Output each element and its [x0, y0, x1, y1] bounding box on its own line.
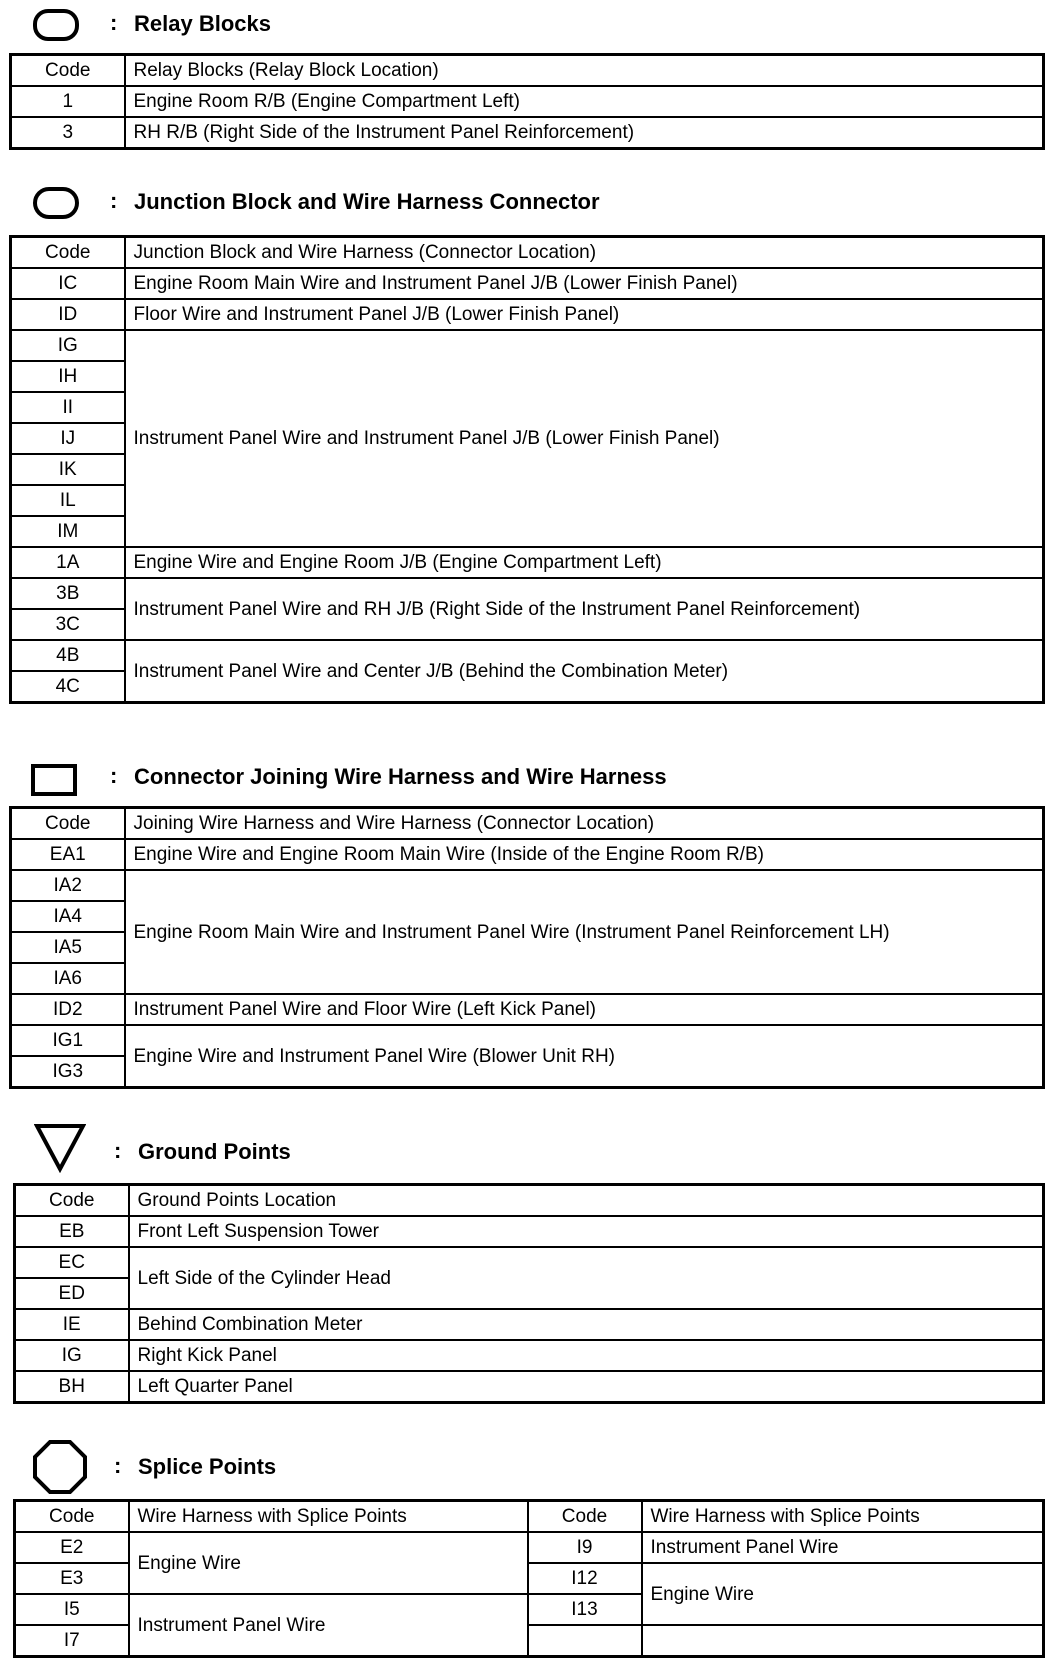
code-cell: IJ [11, 423, 125, 454]
table-row [11, 547, 1044, 578]
relay-blocks-table [9, 53, 1045, 150]
connector-joining-table [9, 806, 1045, 1089]
desc-cell: RH R/B (Right Side of the Instrument Panel Reinforcement) [125, 117, 1044, 149]
code-cell: I5 [15, 1594, 129, 1625]
table-header-row [15, 1185, 1044, 1217]
code-cell: I7 [15, 1625, 129, 1657]
code-cell: IE [15, 1309, 129, 1340]
table-row [11, 86, 1044, 117]
desc-header: Joining Wire Harness and Wire Harness (Connector Location) [125, 808, 1044, 840]
code-header: Code [11, 237, 125, 269]
desc-cell: Behind Combination Meter [129, 1309, 1044, 1340]
code-cell: 1A [11, 547, 125, 578]
desc-header: Ground Points Location [129, 1185, 1044, 1217]
desc-cell: Left Quarter Panel [129, 1371, 1044, 1403]
junction-block-heading [30, 182, 930, 228]
code-cell: 4B [11, 640, 125, 671]
desc-cell: Engine Room Main Wire and Instrument Panel Wire (Instrument Panel Reinforcement LH) [125, 870, 1044, 994]
code-cell: IG [15, 1340, 129, 1371]
code-cell: ED [15, 1278, 129, 1309]
table-header-row [11, 237, 1044, 269]
heading-colon: : [114, 1453, 122, 1478]
code-cell: IC [11, 268, 125, 299]
table-header-row [15, 1501, 1044, 1533]
heading-colon: : [114, 1138, 122, 1163]
table-row [11, 1025, 1044, 1056]
code-cell: 3C [11, 609, 125, 640]
code-cell: ID2 [11, 994, 125, 1025]
code-cell: IG3 [11, 1056, 125, 1088]
code-cell: I12 [528, 1563, 642, 1594]
code-cell: 3B [11, 578, 125, 609]
relay-blocks-heading [30, 4, 730, 50]
desc-cell: Instrument Panel Wire [642, 1532, 1044, 1563]
heading-colon: : [110, 188, 118, 213]
connector-joining-heading [30, 757, 930, 803]
code-cell [528, 1625, 642, 1657]
code-header: Code [528, 1501, 642, 1533]
code-cell: E2 [15, 1532, 129, 1563]
code-cell: EA1 [11, 839, 125, 870]
desc-cell: Left Side of the Cylinder Head [129, 1247, 1044, 1309]
desc-cell: Front Left Suspension Tower [129, 1216, 1044, 1247]
code-cell: IA5 [11, 932, 125, 963]
code-cell: IA2 [11, 870, 125, 901]
desc-header: Relay Blocks (Relay Block Location) [125, 55, 1044, 87]
section-title: Connector Joining Wire Harness and Wire Harness [134, 764, 667, 789]
splice-points-table [13, 1499, 1045, 1658]
table-row [11, 839, 1044, 870]
table-row [11, 640, 1044, 671]
desc-header: Wire Harness with Splice Points [129, 1501, 528, 1533]
desc-cell: Engine Wire and Engine Room Main Wire (Inside of the Engine Room R/B) [125, 839, 1044, 870]
table-row [15, 1532, 1044, 1563]
table-row [15, 1309, 1044, 1340]
desc-cell: Engine Wire and Engine Room J/B (Engine Compartment Left) [125, 547, 1044, 578]
code-cell: 4C [11, 671, 125, 703]
code-cell: 1 [11, 86, 125, 117]
ground-points-heading [30, 1124, 730, 1170]
heading-colon: : [110, 10, 118, 35]
desc-cell: Instrument Panel Wire and Center J/B (Behind the Combination Meter) [125, 640, 1044, 703]
desc-header: Wire Harness with Splice Points [642, 1501, 1044, 1533]
table-row [11, 117, 1044, 149]
desc-cell: Floor Wire and Instrument Panel J/B (Lower Finish Panel) [125, 299, 1044, 330]
code-cell: IA6 [11, 963, 125, 994]
code-cell: EB [15, 1216, 129, 1247]
desc-cell: Engine Wire [642, 1563, 1044, 1625]
code-cell: IH [11, 361, 125, 392]
desc-cell: Engine Wire and Instrument Panel Wire (Blower Unit RH) [125, 1025, 1044, 1088]
rounded-rectangle-icon [32, 8, 80, 42]
table-row [11, 330, 1044, 361]
oval-icon [32, 186, 80, 220]
code-cell: II [11, 392, 125, 423]
desc-cell: Engine Room R/B (Engine Compartment Left) [125, 86, 1044, 117]
section-title: Ground Points [138, 1139, 291, 1164]
code-cell: I9 [528, 1532, 642, 1563]
code-cell: IL [11, 485, 125, 516]
table-row [11, 268, 1044, 299]
code-cell: IK [11, 454, 125, 485]
table-header-row [11, 808, 1044, 840]
empty-cell [642, 1625, 1044, 1657]
octagon-icon [32, 1439, 88, 1495]
code-cell: ID [11, 299, 125, 330]
table-row [11, 578, 1044, 609]
code-cell: BH [15, 1371, 129, 1403]
desc-cell: Right Kick Panel [129, 1340, 1044, 1371]
section-title: Splice Points [138, 1454, 277, 1479]
junction-block-table [9, 235, 1045, 704]
table-row [15, 1247, 1044, 1278]
code-cell: IA4 [11, 901, 125, 932]
code-header: Code [11, 55, 125, 87]
desc-cell: Instrument Panel Wire and Floor Wire (Left Kick Panel) [125, 994, 1044, 1025]
desc-cell: Engine Wire [129, 1532, 528, 1594]
desc-cell: Instrument Panel Wire and Instrument Panel J/B (Lower Finish Panel) [125, 330, 1044, 547]
desc-cell: Instrument Panel Wire and RH J/B (Right Side of the Instrument Panel Reinforcement) [125, 578, 1044, 640]
code-header: Code [11, 808, 125, 840]
table-header-row [11, 55, 1044, 87]
table-row [11, 994, 1044, 1025]
code-cell: E3 [15, 1563, 129, 1594]
code-cell: 3 [11, 117, 125, 149]
section-title: Junction Block and Wire Harness Connector [134, 189, 600, 214]
table-row [11, 299, 1044, 330]
code-cell: I13 [528, 1594, 642, 1625]
table-row [15, 1216, 1044, 1247]
code-cell: IG1 [11, 1025, 125, 1056]
code-cell: EC [15, 1247, 129, 1278]
table-row [11, 870, 1044, 901]
table-row [15, 1340, 1044, 1371]
desc-header: Junction Block and Wire Harness (Connector Location) [125, 237, 1044, 269]
desc-cell: Engine Room Main Wire and Instrument Panel J/B (Lower Finish Panel) [125, 268, 1044, 299]
heading-colon: : [110, 763, 118, 788]
ground-points-table [13, 1183, 1045, 1404]
triangle-icon [34, 1123, 86, 1173]
code-header: Code [15, 1185, 129, 1217]
table-row [15, 1371, 1044, 1403]
section-title: Relay Blocks [134, 11, 271, 36]
splice-points-heading [30, 1441, 730, 1487]
code-cell: IG [11, 330, 125, 361]
code-cell: IM [11, 516, 125, 547]
rectangle-icon [30, 763, 78, 797]
code-header: Code [15, 1501, 129, 1533]
desc-cell: Instrument Panel Wire [129, 1594, 528, 1657]
